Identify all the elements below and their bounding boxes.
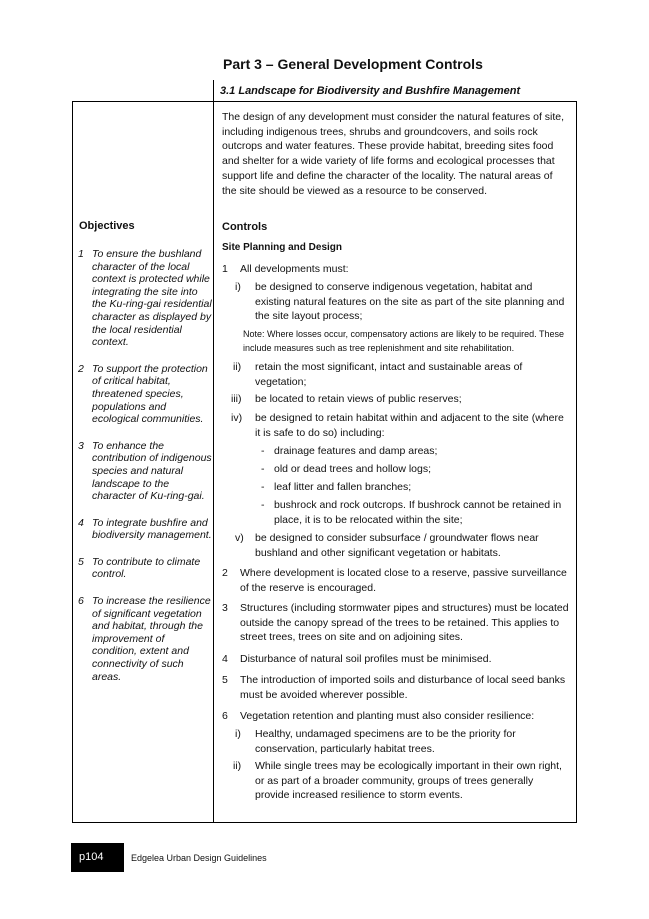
- objective-item: 4 To integrate bushfire and biodiversity management.: [78, 516, 212, 542]
- control-1: 1 All developments must:: [222, 263, 349, 275]
- bullet-item: - old or dead trees and hollow logs;: [261, 463, 432, 475]
- objectives-heading: Objectives: [79, 220, 135, 232]
- objective-item: 1 To ensure the bushland character of the local context is protected while integrating the site into the Ku-ring-gai residential character as displayed by the local residential context.: [78, 248, 212, 349]
- control-6-ii: ii) While single trees may be ecologically important in their own right, or as part of a broader community, groups of trees generally provide increased resilience to storm events.: [233, 760, 562, 801]
- control-1-ii: ii) retain the most significant, intact and sustainable areas of vegetation;: [233, 361, 523, 388]
- divider-top: [213, 80, 214, 102]
- control-1-i: i) be designed to conserve indigenous vegetation, habitat and existing natural features on the site as part of the site planning and the site layout process;: [235, 281, 565, 322]
- bullet-item: - leaf litter and fallen branches;: [261, 481, 412, 493]
- part-title: Part 3 – General Development Controls: [223, 56, 483, 72]
- intro-paragraph: The design of any development must consider the natural features of site, including indigenous trees, shrubs and groundcovers, and soils rock outcrops and water features. These provide habitat, breeding sites food and shelter for a wide variety of life forms and ecological processes that support life and define the character of the locality. The natural areas of the site should be viewed as a resource to be conserved.: [222, 111, 565, 197]
- column-divider: [213, 101, 214, 823]
- site-planning-heading: Site Planning and Design: [222, 242, 343, 253]
- bullet-item: - bushrock and rock outcrops. If bushrock cannot be retained in place, it is to be relocated within the site;: [261, 499, 562, 526]
- control-2: 2 Where development is located close to a reserve, passive surveillance of the reserve is encouraged.: [222, 567, 567, 594]
- bullet-item: - drainage features and damp areas;: [261, 445, 438, 457]
- control-3: 3 Structures (including stormwater pipes and structures) must be located outside the canopy spread of the trees to be retained. This applies to street trees, trees on site and on adjoining sites.: [222, 602, 569, 643]
- control-5: 5 The introduction of imported soils and disturbance of local seed banks must be avoided wherever possible.: [222, 674, 566, 701]
- control-1-v: v) be designed to consider subsurface / groundwater flows near bushland and other significant vegetation or habitats.: [235, 532, 539, 559]
- objectives-list: [78, 248, 212, 697]
- control-6-i: i) Healthy, undamaged specimens are to be the priority for conservation, particularly habitat trees.: [235, 728, 516, 755]
- page-number: p104: [79, 851, 104, 863]
- objective-item: 2 To support the protection of critical habitat, threatened species, populations and ecological communities.: [78, 362, 208, 426]
- control-note: Note: Where losses occur, compensatory actions are likely to be required. These include measures such as tree replenishment and site rehabilitation.: [243, 329, 564, 353]
- control-1-iii: iii) be located to retain views of public reserves;: [231, 393, 462, 405]
- control-4: 4 Disturbance of natural soil profiles must be minimised.: [222, 653, 492, 665]
- objective-item: 6 To increase the resilience of significant vegetation and habitat, through the improvement of condition, extent and connectivity of such areas.: [78, 595, 211, 683]
- control-1-iv: iv) be designed to retain habitat within and adjacent to the site (where it is safe to do so) including:: [231, 412, 564, 439]
- controls-heading: Controls: [222, 221, 268, 233]
- control-6: 6 Vegetation retention and planting must also consider resilience:: [222, 710, 535, 722]
- objective-item: 5 To contribute to climate control.: [78, 555, 201, 581]
- footer-title: Edgelea Urban Design Guidelines: [131, 853, 267, 863]
- section-title: 3.1 Landscape for Biodiversity and Bushfire Management: [220, 85, 521, 97]
- objective-item: 3 To enhance the contribution of indigenous species and natural landscape to the character of Ku-ring-gai.: [78, 439, 212, 503]
